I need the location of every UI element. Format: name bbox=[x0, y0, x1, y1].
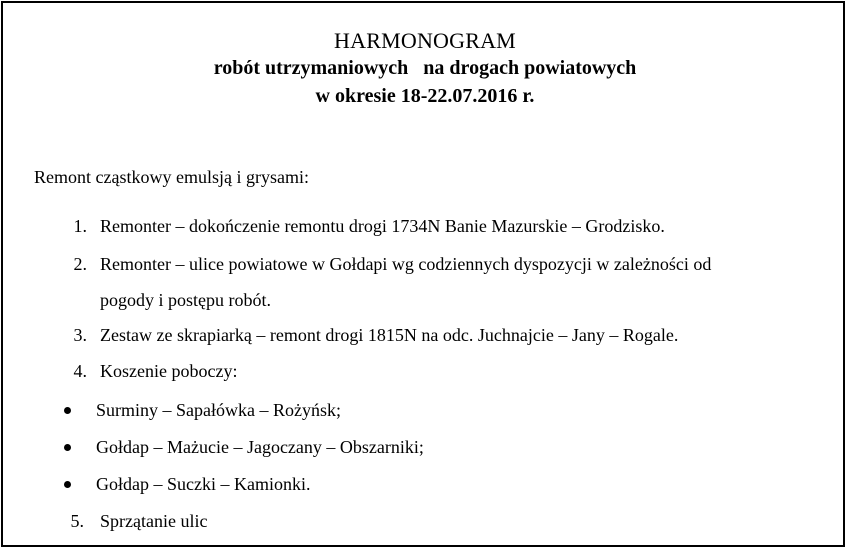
list-item-continuation-text: pogody i postępu robót. bbox=[100, 290, 271, 310]
list-item-number: 5. bbox=[70, 511, 84, 531]
list-item-number: 4. bbox=[73, 361, 87, 381]
bullet-icon bbox=[64, 407, 71, 414]
list-item-2 bbox=[3, 253, 843, 275]
list-item-4 bbox=[3, 360, 843, 382]
bullet-icon bbox=[64, 444, 71, 451]
intro-text: Remont cząstkowy emulsją i grysami: bbox=[34, 167, 309, 187]
list-item-text: Remonter – ulice powiatowe w Gołdapi wg codziennych dyspozycji w zależności od bbox=[100, 254, 712, 274]
bullet-icon bbox=[64, 481, 71, 488]
list-item-number: 1. bbox=[73, 216, 87, 236]
bullet-item-text: Surminy – Sapałówka – Rożyńsk; bbox=[96, 400, 341, 420]
list-item-number: 3. bbox=[73, 325, 87, 345]
list-item-text: Koszenie poboczy: bbox=[100, 361, 238, 381]
bullet-item-text: Gołdap – Mażucie – Jagoczany – Obszarniki; bbox=[96, 437, 424, 457]
document-frame bbox=[1, 1, 845, 547]
title-block bbox=[3, 28, 847, 110]
bullet-item-2 bbox=[3, 436, 843, 458]
list-item-5 bbox=[3, 510, 843, 532]
list-item-2-continuation bbox=[3, 289, 843, 311]
list-item-text: Zestaw ze skrapiarką – remont drogi 1815N na odc. Juchnajcie – Jany – Rogale. bbox=[100, 325, 679, 345]
list-item-text: Sprzątanie ulic bbox=[100, 511, 208, 531]
list-item-3 bbox=[3, 324, 843, 346]
bullet-item-1 bbox=[3, 399, 843, 421]
document-period: w okresie 18-22.07.2016 r. bbox=[315, 85, 535, 107]
document-title: HARMONOGRAM bbox=[334, 28, 516, 53]
bullet-item-text: Gołdap – Suczki – Kamionki. bbox=[96, 474, 311, 494]
list-item-1 bbox=[3, 215, 843, 237]
bullet-item-3 bbox=[3, 473, 843, 495]
list-item-number: 2. bbox=[73, 254, 87, 274]
document-subtitle: robót utrzymaniowych na drogach powiatowych bbox=[213, 57, 637, 79]
list-item-text: Remonter – dokończenie remontu drogi 1734N Banie Mazurskie – Grodzisko. bbox=[100, 216, 665, 236]
